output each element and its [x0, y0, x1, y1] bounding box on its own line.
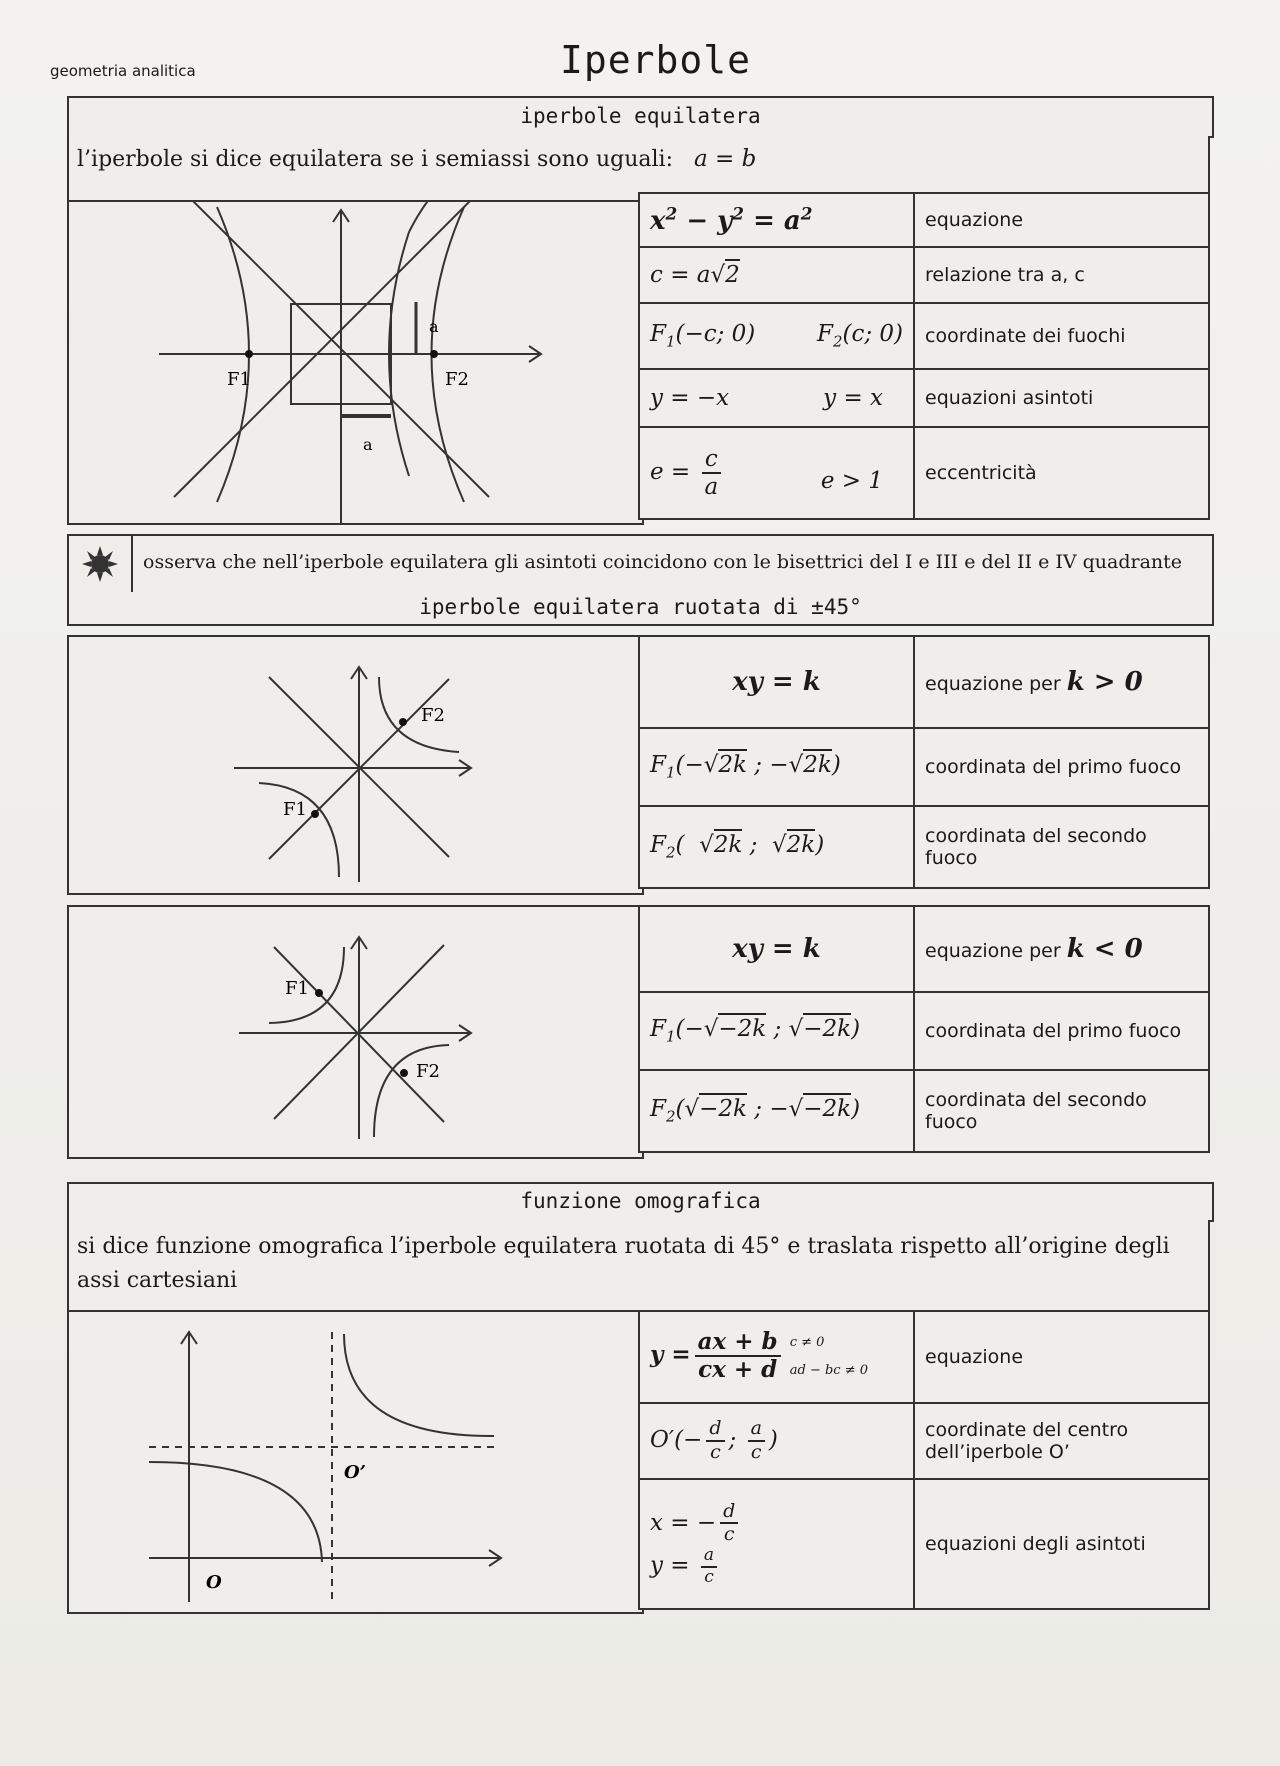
asymptotes-cell: x = − $\frac{d}{c}$ y = $\frac{a}{c}$: [639, 1479, 914, 1609]
equation-formula: xy = k: [732, 667, 821, 697]
equation-label: equazione per: [925, 940, 1061, 962]
foci-cell: $F_1(-c$; 0) $F_2(c$; 0): [639, 303, 914, 369]
equilateral-hyperbola-figure: [67, 200, 644, 525]
table-row: [639, 1479, 1209, 1609]
sun-icon: [69, 536, 131, 592]
note-text: osserva che nell’iperbole equilatera gli asintoti coincidono con le bisettrici del I e III e del II e IV quadrante: [143, 551, 1183, 573]
eccentricity-cell: e = $\frac{c}{a}$ e > 1: [639, 427, 914, 519]
equation-condition: k < 0: [1066, 934, 1143, 964]
equation-cell: [639, 636, 914, 728]
condition-c: c ≠ 0: [789, 1335, 825, 1351]
table-row: [639, 636, 1209, 728]
section-title-omografica: funzione omografica: [67, 1182, 1214, 1222]
homographic-function-figure: [67, 1310, 644, 1614]
label-cell: relazione tra a, c: [914, 247, 1209, 303]
focus-f1: [245, 350, 253, 358]
label-cell: coordinata del secondo fuoco: [914, 1070, 1209, 1152]
condition-ad-bc: ad − bc ≠ 0: [789, 1363, 868, 1379]
equation-cell: $x^2 - y^2 = a^2$: [639, 193, 914, 247]
asymptote-1: [174, 200, 474, 497]
table-row: [639, 247, 1209, 303]
label-cell: coordinata del primo fuoco: [914, 992, 1209, 1070]
label-cell: coordinate dei fuochi: [914, 303, 1209, 369]
table-row: [639, 906, 1209, 992]
center-cell: O′(− $\frac{d}{c}$ ; $\frac{a}{c}$ ): [639, 1403, 914, 1479]
label-cell: coordinata del secondo fuoco: [914, 806, 1209, 888]
center-label: O’: [344, 1462, 366, 1483]
f2-label: F2: [416, 1061, 440, 1082]
focus1-cell: $F_1(-√-2k$ ; √−2k): [639, 992, 914, 1070]
branch-fourth-quadrant: [374, 1045, 449, 1137]
f2-label: F2: [445, 369, 469, 390]
focus2-cell: $F_2(√-2k$ ; −√−2k): [639, 1070, 914, 1152]
label-cell: equazioni degli asintoti: [914, 1479, 1209, 1609]
rotated-k-negative-table: [638, 905, 1210, 1153]
table-row: [639, 992, 1209, 1070]
branch-upper-right: [344, 1334, 494, 1436]
label-cell: equazioni asintoti: [914, 369, 1209, 427]
relation-cell: c = a√2: [639, 247, 914, 303]
a-label-horizontal: a: [363, 435, 373, 454]
rotated-k-positive-table: [638, 635, 1210, 889]
focus-f1: [315, 989, 323, 997]
equilatera-properties-table: [638, 192, 1210, 520]
label-cell: eccentricità: [914, 427, 1209, 519]
table-row: [639, 303, 1209, 369]
table-row: [639, 1403, 1209, 1479]
page-title: Iperbole: [560, 38, 752, 82]
label-cell: coordinata del primo fuoco: [914, 728, 1209, 806]
branch-lower-left: [149, 1462, 322, 1562]
table-row: [639, 193, 1209, 247]
label-cell: coordinate del centro dell’iperbole O’: [914, 1403, 1209, 1479]
table-row: [639, 728, 1209, 806]
asymptotes-cell: y = −x y = x: [639, 369, 914, 427]
f2-label: F2: [421, 705, 445, 726]
subject-label: geometria analitica: [50, 62, 196, 80]
f1-label: F1: [283, 799, 307, 820]
label-cell: equazione: [914, 193, 1209, 247]
f1-label: F1: [227, 369, 251, 390]
table-row: [639, 427, 1209, 519]
observation-note: [67, 534, 1214, 594]
equation-label: equazione per: [925, 673, 1061, 695]
label-cell: equazione: [914, 1311, 1209, 1403]
label-cell: [914, 636, 1209, 728]
equation-cell: [639, 906, 914, 992]
f1-label: F1: [285, 978, 309, 999]
rotated-hyperbola-k-positive-figure: [67, 635, 644, 895]
equation-condition: k > 0: [1066, 667, 1143, 697]
table-row: [639, 806, 1209, 888]
label-cell: [914, 906, 1209, 992]
table-row: [639, 1070, 1209, 1152]
observation-icon-cell: [69, 536, 133, 592]
focus2-cell: $F_2$( √2k ; √2k): [639, 806, 914, 888]
definition-omografica: si dice funzione omografica l’iperbole equilatera ruotata di 45° e traslata rispetto all’origine degli assi cartesiani: [67, 1220, 1210, 1312]
definition-text: l’iperbole si dice equilatera se i semiassi sono uguali:: [77, 147, 674, 172]
focus-f2: [399, 718, 407, 726]
table-row: [639, 1311, 1209, 1403]
a-label-vertical: a: [429, 317, 439, 336]
table-row: [639, 369, 1209, 427]
equation-cell: y = $\frac{ax + b}{cx + d}$ c ≠ 0 ad − bc ≠ 0: [639, 1311, 914, 1403]
definition-formula: a = b: [694, 146, 757, 172]
section-title-equilatera: iperbole equilatera: [67, 96, 1214, 138]
focus-f2: [400, 1069, 408, 1077]
section-title-rotated: iperbole equilatera ruotata di ±45°: [67, 592, 1214, 626]
focus1-cell: $F_1(-√2k$ ; −√2k): [639, 728, 914, 806]
branch-first-quadrant: [379, 677, 459, 752]
focus-f1: [311, 810, 319, 818]
origin-label: O: [206, 1572, 222, 1593]
focus-f2: [430, 350, 438, 358]
rotated-hyperbola-k-negative-figure: [67, 905, 644, 1159]
homographic-properties-table: [638, 1310, 1210, 1610]
equation-formula: xy = k: [732, 934, 821, 964]
